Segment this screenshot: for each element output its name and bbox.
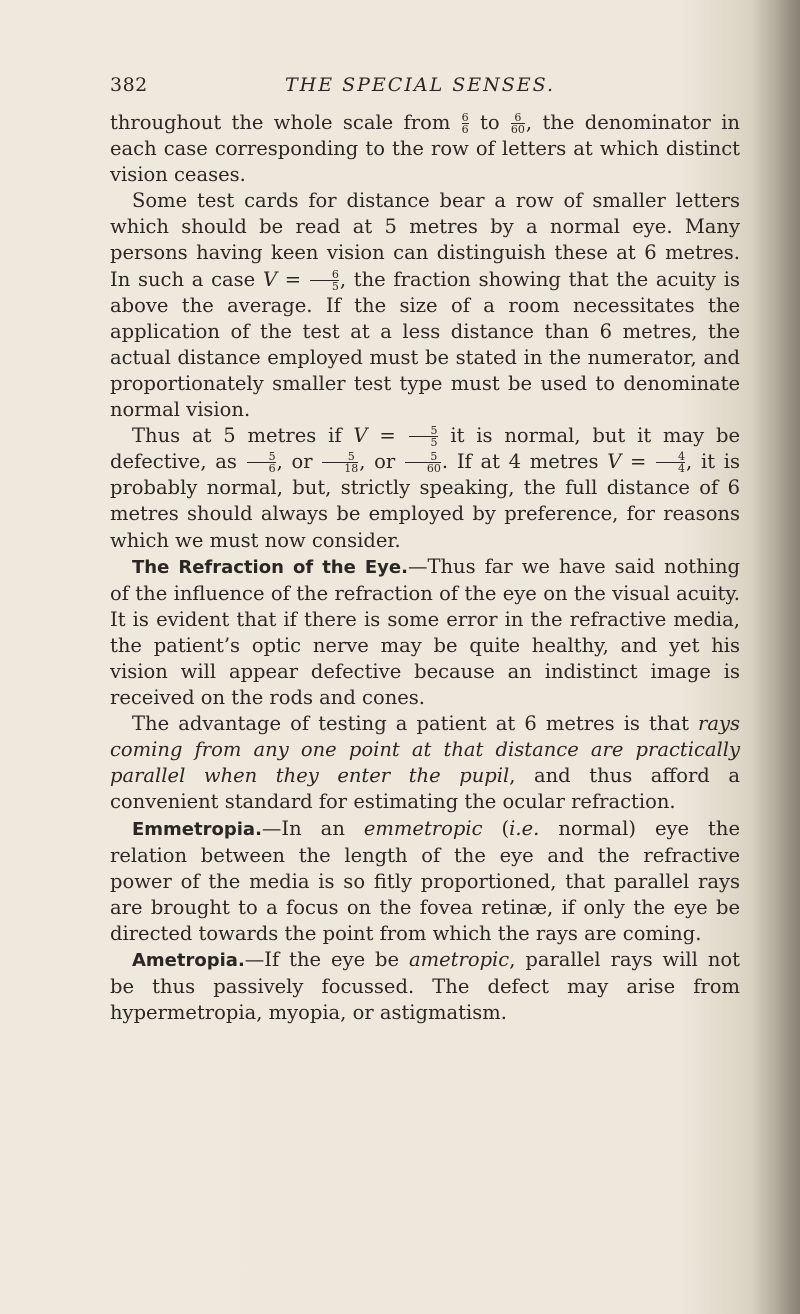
fraction: $\frac{5}{5}$ <box>409 425 438 448</box>
italic-text: rays coming from any one point at that distance are practically parallel when they enter the pupil <box>110 712 740 788</box>
italic-text: V <box>607 450 622 474</box>
fraction: $\frac{5}{18}$ <box>322 451 358 474</box>
section-heading: Emmetropia. <box>132 818 262 840</box>
page-edge-shadow <box>752 0 800 1314</box>
paragraph: The advantage of testing a patient at 6 metres is that rays coming from any one point at that distance are practically parallel when they enter the pupil, and thus afford a convenient standard for estimating the ocular refraction. <box>110 712 740 814</box>
italic-text: V <box>262 267 278 291</box>
paragraph: throughout the whole scale from $\frac{6}{6}$ to $\frac{6}{60}$ , the denominator in each case corresponding to the row of letters at which distinct vision ceases. <box>110 111 740 187</box>
paragraph: The Refraction of the Eye.—Thus far we have said nothing of the influence of the refraction of the eye on the visual acuity. It is evident that if there is some error in the refractive media, the patient’s optic nerve may be quite healthy, and yet his vision will appear defective because an indistinct image is received on the rods and cones. <box>110 554 740 710</box>
page-header <box>110 74 730 108</box>
paragraph: Some test cards for distance bear a row of smaller letters which should be read at 5 metres by a normal eye. Many persons having keen vision can distinguish these at 6 metres. In such a case V = $\frac{6}{5}$ , the fraction showing that the acuity is above the average. If the size of a room necessitates the application of the test at a less distance than 6 metres, the actual distance employed must be stated in the numerator, and proportionately smaller test type must be used to denominate normal vision. <box>110 189 740 422</box>
paragraph: Thus at 5 metres if V = $\frac{5}{5}$ it is normal, but it may be defective, as $\frac{5}{6}$ , or $\frac{5}{18}$ , or $\frac{5}{60}$ . If at 4 metres V = $\frac{4}{4}$ , it is probably normal, but, strictly speaking, the full distance of 6 metres should always be employed by preference, for reasons which we must now consider. <box>110 424 740 552</box>
fraction: $\frac{6}{60}$ <box>510 111 525 136</box>
italic-text: i.e. <box>509 816 540 840</box>
italic-text: emmetropic <box>363 816 483 840</box>
section-heading: The Refraction of the Eye. <box>132 556 408 578</box>
paragraph: Emmetropia.—In an emmetropic (i.e. normal) eye the relation between the length of the eye and the refractive power of the media is so fitly proportioned, that parallel rays are brought to a focus on the fovea retinæ, if only the eye be directed towards the point from which the rays are coming. <box>110 816 740 945</box>
body-text <box>110 110 740 1026</box>
page-number: 382 <box>110 74 148 96</box>
section-heading: Ametropia. <box>132 950 245 971</box>
fraction: $\frac{5}{6}$ <box>247 451 276 474</box>
fraction: $\frac{5}{60}$ <box>405 451 441 474</box>
paragraph: Ametropia.—If the eye be ametropic, parallel rays will not be thus passively focussed. The defect may arise from hypermetropia, myopia, or astigmatism. <box>110 948 740 1025</box>
italic-text: V <box>353 424 368 448</box>
italic-text: ametropic <box>409 948 510 971</box>
running-head: THE SPECIAL SENSES. <box>284 74 556 96</box>
fraction: $\frac{6}{6}$ <box>461 111 469 136</box>
fraction: $\frac{6}{5}$ <box>310 269 339 292</box>
fraction: $\frac{4}{4}$ <box>656 451 685 474</box>
